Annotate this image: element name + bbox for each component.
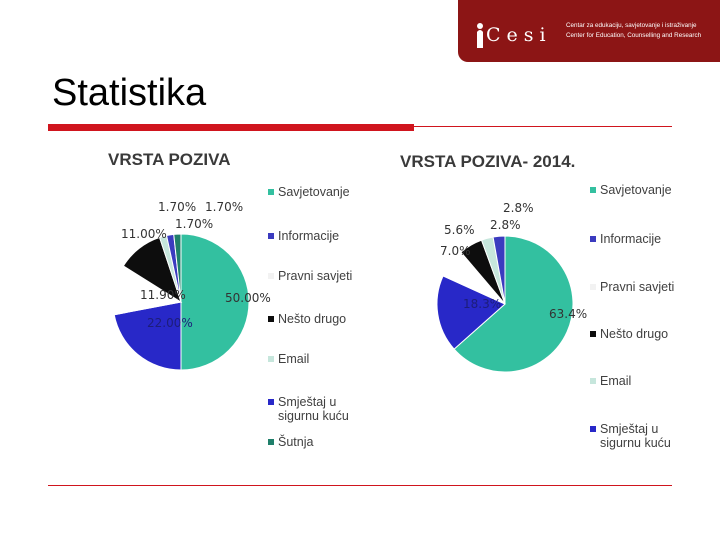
data-label-savjetovanje: 63.4% — [549, 307, 588, 321]
legend-swatch-icon — [590, 187, 596, 193]
footer-divider — [48, 485, 672, 486]
legend-label: Nešto drugo — [278, 312, 347, 326]
legend-swatch-icon — [590, 426, 596, 432]
legend-swatch-icon — [268, 439, 274, 445]
page-title: Statistika — [52, 72, 207, 114]
legend-swatch-icon — [590, 284, 596, 290]
legend-swatch-icon — [268, 189, 274, 195]
legend-label: Smještaj u sigurnu kuću — [278, 395, 349, 423]
logo-tagline-local: Centar za edukaciju, savjetovanje i istraživanje — [566, 22, 697, 29]
legend-label: Savjetovanje — [600, 183, 672, 197]
legend-label: Informacije — [278, 229, 340, 243]
legend-label: Pravni savjeti — [278, 269, 353, 283]
legend-swatch-icon — [268, 316, 274, 322]
chart-title-all-calls: VRSTA POZIVA — [108, 150, 231, 169]
legend-item — [590, 327, 680, 341]
legend-label: Email — [278, 352, 310, 366]
legend-item — [268, 395, 368, 423]
chart-title-2014: VRSTA POZIVA- 2014. — [400, 152, 576, 171]
data-label-informacije: 2.8% — [490, 218, 521, 232]
data-label-pravni-savjeti: 7.0% — [440, 244, 471, 258]
legend-swatch-icon — [268, 233, 274, 239]
legend-item — [268, 312, 368, 326]
legend-swatch-icon — [590, 331, 596, 337]
data-label-smje-taj-u-sigurnu-ku-u: 22.00% — [147, 316, 193, 330]
legend-item — [268, 352, 368, 366]
data-label-ne-to-drugo: 5.6% — [444, 223, 475, 237]
legend-label: Email — [600, 374, 632, 388]
legend-item — [268, 185, 368, 199]
data-label-email: 1.70% — [158, 200, 197, 214]
legend-label: Savjetovanje — [278, 185, 350, 199]
legend-swatch-icon — [268, 273, 274, 279]
logo-word: Cesi — [486, 24, 552, 46]
data-label-informacije: 1.70% — [175, 217, 214, 231]
pie-group-1 — [437, 201, 587, 372]
legend-label: Nešto drugo — [600, 327, 669, 341]
legend-label: Šutnja — [278, 435, 314, 449]
legend-item — [268, 435, 368, 449]
legend-label: Smještaj u sigurnu kuću — [600, 422, 671, 450]
legend-label: Pravni savjeti — [600, 280, 675, 294]
legend-item — [268, 229, 368, 243]
legend-label: Informacije — [600, 232, 662, 246]
data-label-savjetovanje: 50.00% — [225, 291, 271, 305]
data-label-smje-taj-u-sigurnu-ku-u: 18.3% — [463, 297, 502, 311]
legend-item — [590, 183, 680, 197]
data-label--utnja: 1.70% — [205, 200, 244, 214]
logo-tagline-english: Center for Education, Counselling and Research — [566, 32, 702, 39]
data-label-ne-to-drugo: 11.00% — [121, 227, 167, 241]
legend-swatch-icon — [268, 356, 274, 362]
legend-swatch-icon — [590, 378, 596, 384]
pie-group-0 — [113, 200, 271, 370]
legend-item — [590, 280, 680, 294]
legend-item — [590, 232, 680, 246]
data-label-email: 2.8% — [503, 201, 534, 215]
legend-swatch-icon — [268, 399, 274, 405]
legend-item — [590, 422, 680, 450]
legend-item — [268, 269, 368, 283]
data-label-pravni-savjeti: 11.90% — [140, 288, 186, 302]
legend-item — [590, 374, 680, 388]
legend-swatch-icon — [590, 236, 596, 242]
